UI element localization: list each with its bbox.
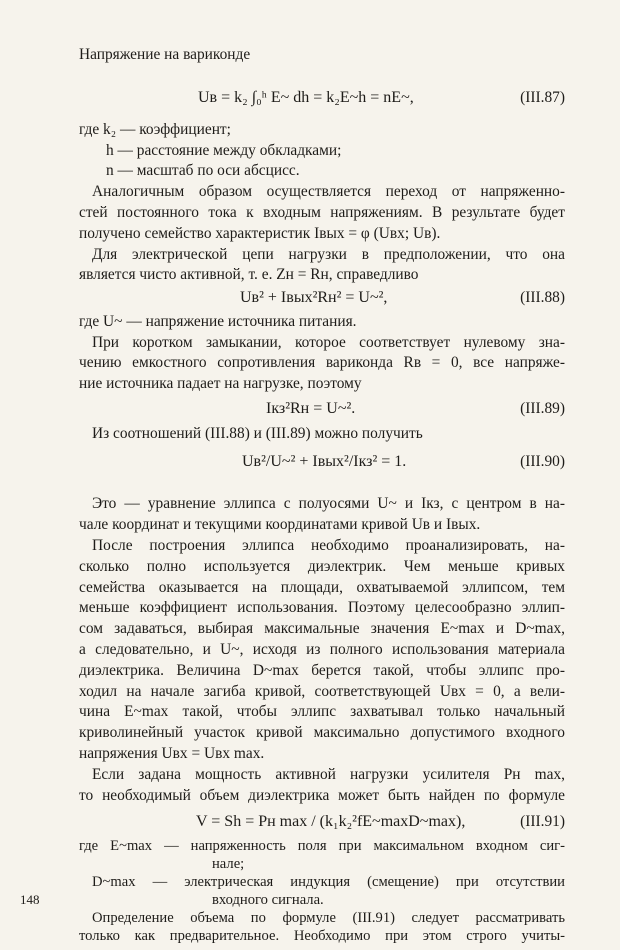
text-line: меньше коэффициент использования. Поэтому целесообразно эллип- [79, 599, 565, 616]
text-line: ние источника падает на нагрузке, поэтому [79, 375, 362, 392]
text-line: криволинейный участок кривой максимально допустимого входного [79, 724, 565, 741]
text-line: Из соотношений (III.88) и (III.89) можно получить [92, 425, 423, 442]
text-line: где k₂ — коэффициент; [79, 121, 231, 138]
equation-iii-91: V = Sh = Pн max / (k₁k₂²fE~maxD~max), [196, 813, 466, 830]
text-line: где U~ — напряжение источника питания. [79, 313, 357, 330]
text-line: а следовательно, и U~, исходя из полного использования материала [79, 641, 565, 658]
text-line: Это — уравнение эллипса с полуосями U~ и Iкз, с центром в на- [92, 495, 565, 512]
text-line: напряжения Uвх = Uвх max. [79, 745, 265, 762]
text-line: чале координат и текущими координатами кривой Uв и Iвых. [79, 516, 481, 533]
text-line: сом задаваться, выбирая максимальные значения E~max и D~max, [79, 620, 565, 637]
text-line: нале; [212, 856, 245, 872]
text-line: Определение объема по формуле (III.91) следует рассматривать [92, 910, 565, 926]
text-line: является чисто активной, т. е. Zн = Rн, справедливо [79, 266, 419, 283]
equation-number: (III.90) [520, 453, 565, 470]
text-line: то необходимый объем диэлектрика может быть найден по формуле [79, 787, 565, 804]
text-line: Напряжение на вариконде [79, 46, 251, 63]
equation-number: (III.91) [520, 813, 565, 830]
equation-iii-88: Uв² + Iвых²Rн² = U~², [240, 289, 388, 306]
text-line: После построения эллипса необходимо проанализировать, на- [92, 537, 565, 554]
text-line: ходил на начале загиба кривой, соответствующей Uвх = 0, а вели- [79, 683, 565, 700]
equation-number: (III.87) [520, 89, 565, 106]
text-line: Для электрической цепи нагрузки в предположении, что она [92, 246, 565, 263]
text-line: При коротком замыкании, которое соответствует нулевому зна- [92, 334, 565, 351]
text-line: D~max — электрическая индукция (смещение) при отсутствии [92, 874, 565, 890]
text-line: h — расстояние между обкладками; [106, 142, 342, 159]
equation-number: (III.88) [520, 289, 565, 306]
text-line: стей постоянного тока к входным напряжениям. В результате будет [79, 204, 565, 221]
equation-iii-90: Uв²/U~² + Iвых²/Iкз² = 1. [242, 453, 407, 470]
equation-iii-87: Uв = k₂ ∫₀ʰ E~ dh = k₂E~h = nE~, [198, 89, 414, 106]
text-line: входного сигнала. [212, 892, 324, 908]
text-line: семейства оказывается на площади, охватываемой эллипсом, тем [79, 579, 565, 596]
text-line: Аналогичным образом осуществляется переход от напряженно- [92, 183, 565, 200]
text-line: сколько полно используется диэлектрик. Чем меньше кривых [79, 558, 565, 575]
equation-number: (III.89) [520, 400, 565, 417]
page-number: 148 [20, 892, 40, 907]
text-line: чина E~max такой, чтобы эллипс захватывал только начальный [79, 703, 565, 720]
text-line: где E~max — напряженность поля при максимальном входном сиг- [79, 838, 565, 854]
text-line: диэлектрика. Величина D~max берется такой, чтобы эллипс про- [79, 662, 565, 679]
text-line: только как предварительное. Необходимо при этом строго учиты- [79, 928, 565, 944]
equation-iii-89: Iкз²Rн = U~². [266, 400, 356, 417]
text-line: n — масштаб по оси абсцисс. [106, 162, 300, 179]
text-line: чению емкостного сопротивления вариконда Rв = 0, все напряже- [79, 354, 565, 371]
text-line: Если задана мощность активной нагрузки усилителя Pн max, [92, 766, 565, 783]
text-line: получено семейство характеристик Iвых = φ (Uвх; Uв). [79, 225, 441, 242]
